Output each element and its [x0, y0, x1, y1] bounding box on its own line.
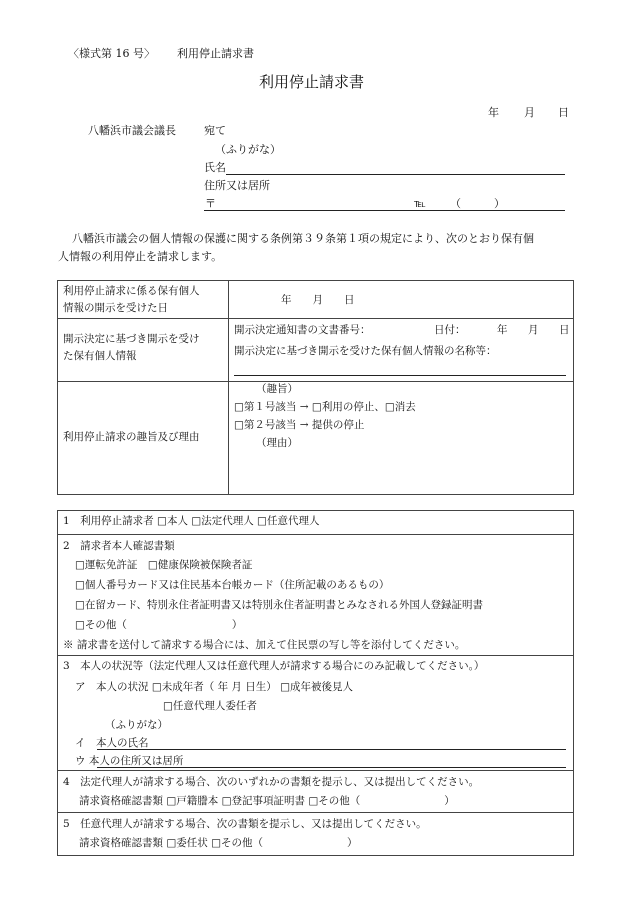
notice-date-label: 日付：	[434, 324, 466, 336]
notice-doc-number-label: 開示決定通知書の文書番号：	[234, 324, 371, 336]
date-month-label: 月	[524, 106, 535, 119]
notice-date-month: 月	[528, 324, 539, 336]
id-docs-heading: 2 請求者本人確認書類	[63, 540, 175, 552]
disclosure-date-label-2: 情報の開示を受けた日	[63, 302, 168, 314]
form-number: 〈様式第 16 号〉	[68, 47, 155, 60]
intro-line-1: 八幡浜市議会の個人情報の保護に関する条例第３９条第１項の規定により、次のとおり保有個	[72, 232, 534, 245]
purpose-heading: （趣旨）	[256, 383, 298, 395]
tel-mark: ℡	[414, 197, 426, 210]
furigana-label: （ふりがな）	[215, 143, 281, 156]
date-day-label: 日	[558, 106, 569, 119]
disclosed-info-name-underline	[234, 375, 566, 376]
intro-line-2: 人情報の利用停止を請求します。	[58, 250, 223, 263]
disclosed-info-label-2: た保有個人情報	[63, 350, 137, 362]
principal-address-label: ウ 本人の住所又は居所	[75, 755, 184, 767]
form-name: 利用停止請求書	[177, 47, 254, 60]
notice-date-day: 日	[559, 324, 570, 336]
principal-status-delegator[interactable]: □任意代理人委任者	[163, 700, 257, 712]
disclosed-info-name-label: 開示決定に基づき開示を受けた保有個人情報の名称等：	[234, 345, 497, 357]
table2-rule-4	[57, 812, 574, 813]
table1-divider	[228, 280, 229, 495]
tel-paren: （ ）	[450, 197, 505, 210]
id-docs-option-2[interactable]: □個人番号カード又は住民基本台帳カード（住所記載のあるもの）	[75, 579, 390, 591]
table2-rule-1	[57, 534, 574, 535]
purpose-reason-label: 利用停止請求の趣旨及び理由	[63, 431, 200, 443]
voluntary-agent-heading: 5 任意代理人が請求する場合、次の書類を提示し、又は提出してください。	[63, 818, 427, 830]
postal-mark: 〒	[205, 197, 216, 210]
recipient-to: 宛て	[204, 124, 226, 137]
page-title: 利用停止請求書	[259, 73, 365, 91]
reason-heading: （理由）	[256, 437, 298, 449]
date-year-label: 年	[488, 106, 499, 119]
table1-row-rule-2	[57, 381, 574, 382]
purpose-option-2[interactable]: □第２号該当 → 提供の停止	[234, 419, 365, 431]
name-label: 氏名	[204, 161, 226, 174]
table2-rule-2	[57, 655, 574, 656]
requester-type[interactable]: 1 利用停止請求者 □本人 □法定代理人 □任意代理人	[63, 515, 320, 527]
legal-agent-heading: 4 法定代理人が請求する場合、次のいずれかの書類を提示し、又は提出してください。	[63, 776, 480, 788]
voluntary-agent-docs[interactable]: 請求資格確認書類 □委任状 □その他（ ）	[79, 837, 358, 849]
disclosed-info-label-1: 開示決定に基づき開示を受け	[63, 333, 200, 345]
id-docs-option-other[interactable]: □その他（ ）	[75, 619, 243, 631]
principal-address-underline	[97, 767, 566, 768]
notice-date-year: 年	[497, 324, 508, 336]
principal-name-label: イ 本人の氏名	[75, 737, 149, 749]
name-underline	[226, 174, 565, 175]
id-docs-option-3[interactable]: □在留カード、特別永住者証明書又は特別永住者証明書とみなされる外国人登録証明書	[75, 599, 483, 611]
table2-rule-3	[57, 770, 574, 771]
id-docs-note: ※ 請求書を送付して請求する場合には、加えて住民票の写し等を添付してください。	[63, 639, 466, 651]
recipient: 八幡浜市議会議長	[88, 124, 176, 137]
table1-row-rule-1	[57, 318, 574, 319]
purpose-option-1[interactable]: □第１号該当 → □利用の停止、□消去	[234, 401, 416, 413]
address-underline	[204, 210, 565, 211]
disclosure-date-label-1: 利用停止請求に係る保有個人	[63, 285, 200, 297]
disclosure-date-value[interactable]: 年 月 日	[281, 294, 355, 306]
principal-name-underline	[97, 749, 566, 750]
id-docs-option-1[interactable]: □運転免許証 □健康保険被保険者証	[75, 559, 253, 571]
legal-agent-docs[interactable]: 請求資格確認書類 □戸籍謄本 □登記事項証明書 □その他（ ）	[79, 795, 455, 807]
principal-status-heading: 3 本人の状況等（法定代理人又は任意代理人が請求する場合にのみ記載してください。）	[63, 660, 485, 672]
address-label: 住所又は居所	[204, 179, 270, 192]
principal-furigana-label: （ふりがな）	[105, 719, 168, 731]
principal-status-options[interactable]: ア 本人の状況 □未成年者（ 年 月 日生） □成年被後見人	[75, 681, 354, 693]
